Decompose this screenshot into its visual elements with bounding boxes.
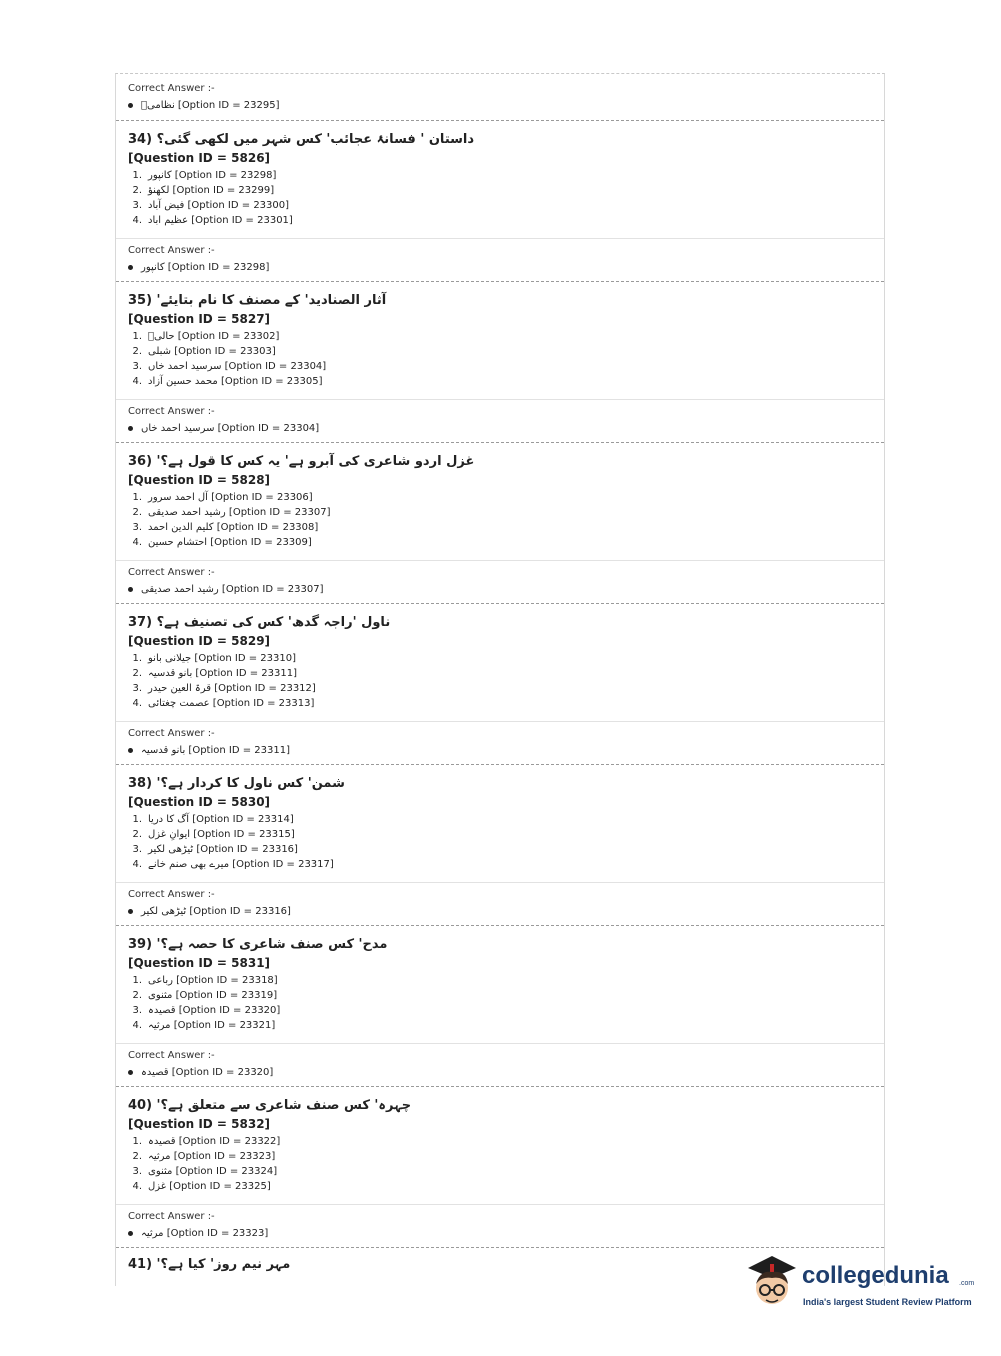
option-text: مثنوی [Option ID = 23324]	[148, 1166, 278, 1177]
question-id: [Question ID = 5826]	[128, 151, 271, 165]
option-number: 2.	[132, 185, 142, 196]
option-text: قصیدہ [Option ID = 23322]	[148, 1136, 281, 1147]
option-text: مثنوی [Option ID = 23319]	[148, 990, 278, 1001]
option-text: مرثیہ [Option ID = 23323]	[148, 1151, 276, 1162]
answer-label: Correct Answer :-	[128, 1211, 215, 1222]
option-number: 4.	[132, 859, 142, 870]
bullet-icon	[128, 1070, 133, 1075]
question-block	[116, 926, 884, 1043]
answer-value: قصیدہ [Option ID = 23320]	[128, 1066, 872, 1079]
option-text: حالیؔ [Option ID = 23302]	[148, 331, 280, 342]
answer-value: کانپور [Option ID = 23298]	[128, 261, 872, 274]
answer-block	[116, 560, 884, 604]
question-id: [Question ID = 5828]	[128, 473, 271, 487]
option-number: 4.	[132, 537, 142, 548]
option-item	[128, 1164, 872, 1179]
option-item	[128, 168, 872, 183]
question-paper	[115, 73, 885, 1286]
options-list	[128, 490, 872, 550]
question-title: 38) 'شمن' کس ناول کا کردار ہے؟	[128, 776, 345, 791]
answer-label: Correct Answer :-	[128, 889, 215, 900]
option-text: ایوانِ غزل [Option ID = 23315]	[148, 829, 295, 840]
option-number: 2.	[132, 668, 142, 679]
question-id: [Question ID = 5827]	[128, 312, 271, 326]
option-item	[128, 520, 872, 535]
brand-tagline: India's largest Student Review Platform	[803, 1297, 972, 1307]
question-block	[116, 282, 884, 399]
option-item	[128, 344, 872, 359]
option-number: 4.	[132, 376, 142, 387]
option-number: 3.	[132, 200, 142, 211]
answer-value: بانو قدسیہ [Option ID = 23311]	[128, 744, 872, 757]
bullet-icon	[128, 587, 133, 592]
answer-label: Correct Answer :-	[128, 728, 215, 739]
option-item	[128, 183, 872, 198]
question-block	[116, 121, 884, 238]
brand-domain: .com	[959, 1280, 975, 1287]
answer-label: Correct Answer :-	[128, 83, 215, 94]
mascot-icon	[742, 1250, 804, 1312]
option-text: آگ کا دریا [Option ID = 23314]	[148, 814, 294, 825]
question-block	[116, 1087, 884, 1204]
bullet-icon	[128, 265, 133, 270]
option-item	[128, 1134, 872, 1149]
question-title: 35) 'آثار الصنادید' کے مصنف کا نام بتایئے	[128, 293, 387, 308]
option-text: سرسید احمد خاں [Option ID = 23304]	[148, 361, 327, 372]
option-number: 4.	[132, 1020, 142, 1031]
question-id: [Question ID = 5830]	[128, 795, 271, 809]
answer-block	[116, 238, 884, 282]
bullet-icon	[128, 426, 133, 431]
answer-value: مرثیہ [Option ID = 23323]	[128, 1227, 872, 1240]
option-item	[128, 213, 872, 228]
question-id: [Question ID = 5831]	[128, 956, 271, 970]
option-number: 1.	[132, 492, 142, 503]
answer-label: Correct Answer :-	[128, 567, 215, 578]
option-number: 1.	[132, 975, 142, 986]
option-item	[128, 857, 872, 872]
option-number: 2.	[132, 990, 142, 1001]
option-number: 4.	[132, 1181, 142, 1192]
option-item	[128, 1003, 872, 1018]
option-text: شبلی [Option ID = 23303]	[148, 346, 276, 357]
option-number: 3.	[132, 522, 142, 533]
option-item	[128, 1018, 872, 1033]
option-text: فیض آباد [Option ID = 23300]	[148, 200, 290, 211]
question-block	[116, 604, 884, 721]
options-list	[128, 329, 872, 389]
question-list	[116, 121, 884, 1248]
question-block	[116, 443, 884, 560]
options-list	[128, 1134, 872, 1194]
option-item	[128, 666, 872, 681]
option-text: کانپور [Option ID = 23298]	[148, 170, 277, 181]
option-text: عصمت چغتائی [Option ID = 23313]	[148, 698, 315, 709]
option-item	[128, 973, 872, 988]
option-item	[128, 490, 872, 505]
option-number: 2.	[132, 829, 142, 840]
option-number: 4.	[132, 215, 142, 226]
brand-name: collegedunia	[802, 1262, 949, 1289]
answer-value: نظامیؔ [Option ID = 23295]	[128, 99, 872, 112]
answer-block	[116, 721, 884, 765]
option-text: لکھنؤ [Option ID = 23299]	[148, 185, 275, 196]
option-text: رباعی [Option ID = 23318]	[148, 975, 278, 986]
question-title: 34) داستان ' فسانۂ عجائب' کس شہر میں لکھی گئی؟	[128, 132, 475, 147]
question-block	[116, 765, 884, 882]
option-item	[128, 359, 872, 374]
option-number: 3.	[132, 683, 142, 694]
question-title: 36) 'غزل اردو شاعری کی آبرو ہے' یہ کس کا قول ہے؟	[128, 454, 475, 469]
bullet-icon	[128, 909, 133, 914]
options-list	[128, 168, 872, 228]
option-item	[128, 329, 872, 344]
option-item	[128, 505, 872, 520]
option-text: رشید احمد صدیقی [Option ID = 23307]	[148, 507, 331, 518]
answer-label: Correct Answer :-	[128, 245, 215, 256]
answer-block	[116, 1043, 884, 1087]
answer-label: Correct Answer :-	[128, 1050, 215, 1061]
option-text: بانو قدسیہ [Option ID = 23311]	[148, 668, 297, 679]
answer-block-33	[116, 74, 884, 121]
option-text: قرۃ العین حیدر [Option ID = 23312]	[148, 683, 316, 694]
options-list	[128, 812, 872, 872]
answer-block	[116, 1204, 884, 1248]
option-text: ٹیڑھی لکیر [Option ID = 23316]	[148, 844, 298, 855]
option-number: 1.	[132, 814, 142, 825]
option-item	[128, 988, 872, 1003]
option-number: 3.	[132, 844, 142, 855]
option-number: 3.	[132, 1005, 142, 1016]
option-number: 3.	[132, 1166, 142, 1177]
option-number: 1.	[132, 1136, 142, 1147]
answer-value: رشید احمد صدیقی [Option ID = 23307]	[128, 583, 872, 596]
answer-label: Correct Answer :-	[128, 406, 215, 417]
question-title: 40) 'چہرہ' کس صنف شاعری سے متعلق ہے؟	[128, 1098, 412, 1113]
option-text: کلیم الدین احمد [Option ID = 23308]	[148, 522, 319, 533]
option-item	[128, 651, 872, 666]
option-item	[128, 1149, 872, 1164]
options-list	[128, 973, 872, 1033]
option-item	[128, 535, 872, 550]
bullet-icon	[128, 103, 133, 108]
question-title: 39) 'مدح' کس صنف شاعری کا حصہ ہے؟	[128, 937, 388, 952]
option-text: آل احمد سرور [Option ID = 23306]	[148, 492, 313, 503]
option-number: 1.	[132, 170, 142, 181]
option-text: عظیم اباد [Option ID = 23301]	[148, 215, 293, 226]
option-item	[128, 374, 872, 389]
option-number: 3.	[132, 361, 142, 372]
option-item	[128, 696, 872, 711]
option-item	[128, 681, 872, 696]
option-item	[128, 198, 872, 213]
question-id: [Question ID = 5829]	[128, 634, 271, 648]
option-item	[128, 842, 872, 857]
option-text: میرے بھی صنم خانے [Option ID = 23317]	[148, 859, 334, 870]
option-item	[128, 812, 872, 827]
option-number: 2.	[132, 507, 142, 518]
question-title: 37) ناول 'راجہ گدھ' کس کی تصنیف ہے؟	[128, 615, 391, 630]
bullet-icon	[128, 1231, 133, 1236]
option-text: جیلانی بانو [Option ID = 23310]	[148, 653, 296, 664]
collegedunia-logo	[742, 1250, 975, 1320]
question-title: 41) 'مہر نیم روز' کیا ہے؟	[128, 1257, 291, 1272]
option-number: 2.	[132, 346, 142, 357]
answer-value: سرسید احمد خاں [Option ID = 23304]	[128, 422, 872, 435]
option-number: 1.	[132, 653, 142, 664]
option-number: 2.	[132, 1151, 142, 1162]
option-text: احتشام حسین [Option ID = 23309]	[148, 537, 312, 548]
option-item	[128, 1179, 872, 1194]
option-text: محمد حسین آزاد [Option ID = 23305]	[148, 376, 323, 387]
bullet-icon	[128, 748, 133, 753]
option-text: قصیدہ [Option ID = 23320]	[148, 1005, 281, 1016]
options-list	[128, 651, 872, 711]
question-id: [Question ID = 5832]	[128, 1117, 271, 1131]
answer-block	[116, 882, 884, 926]
answer-value: ٹیڑھی لکیر [Option ID = 23316]	[128, 905, 872, 918]
option-text: غزل [Option ID = 23325]	[148, 1181, 271, 1192]
option-text: مرثیہ [Option ID = 23321]	[148, 1020, 276, 1031]
option-number: 1.	[132, 331, 142, 342]
option-number: 4.	[132, 698, 142, 709]
answer-block	[116, 399, 884, 443]
option-item	[128, 827, 872, 842]
